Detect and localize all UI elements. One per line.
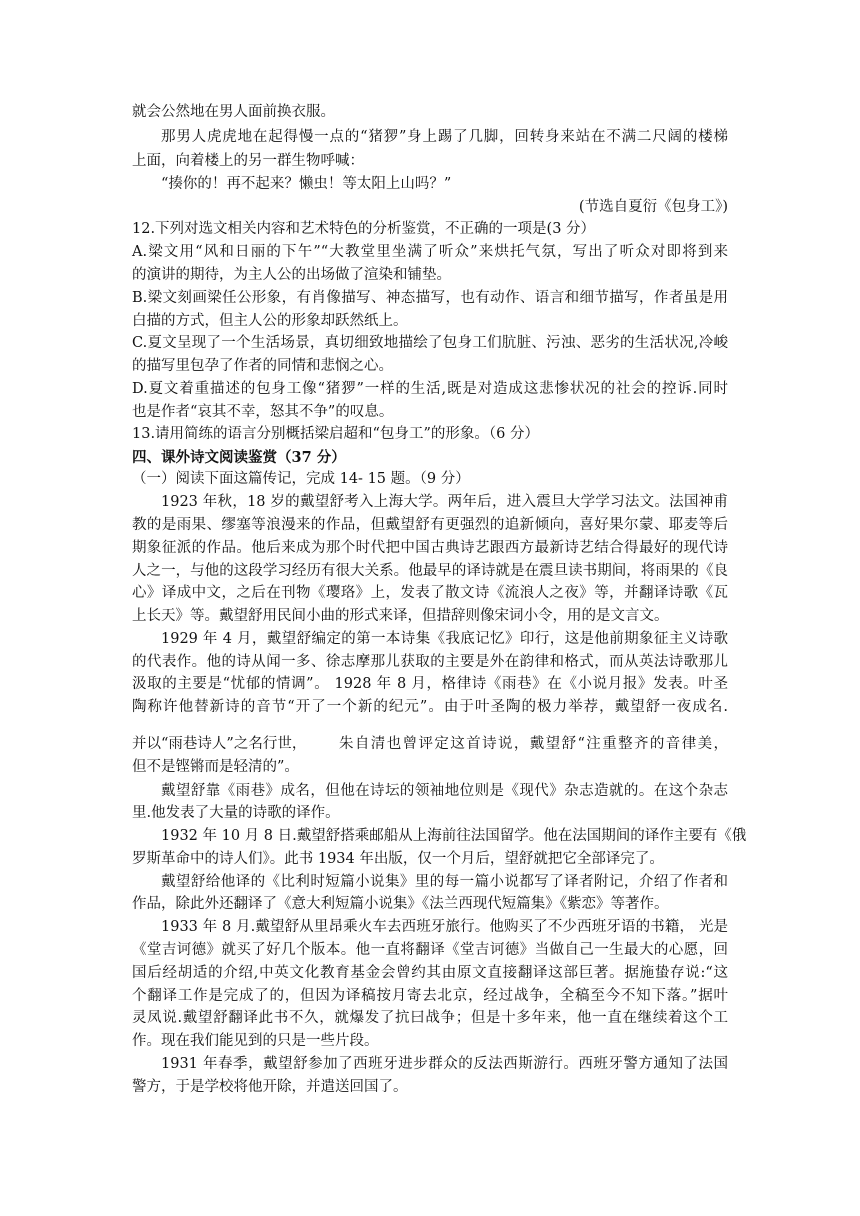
text-line: 上长天》等。戴望舒用民间小曲的形式来译，但措辞则像宋词小令，用的是文言文。: [132, 608, 669, 624]
text-line: 1933 年 8 月.戴望舒从里昂乘火车去西班牙旅行。他购买了不少西班牙语的书籍， 光是: [161, 919, 728, 935]
text-line: 罗斯革命中的诗人们》。此书 1934 年出版，仅一个月后，望舒就把它全部译完了。: [132, 851, 664, 867]
option-c: C.夏文呈现了一个生活场景，真切细致地描绘了包身工们肮脏、污浊、恶劣的生活状况,冷峻: [132, 335, 728, 351]
option-b: B.梁文刻画梁任公形象，有肖像描写、神态描写，也有动作、语言和细节描写，作者虽是用: [132, 290, 728, 306]
text-fragment: 朱自清也曾评定这首诗说，戴望舒“注重整齐的音律美，: [339, 736, 728, 752]
option-d-cont: 也是作者“哀其不幸，怒其不争”的叹息。: [132, 404, 394, 420]
text-line: 灵凤说.戴望舒翻译此书不久，就爆发了抗曰战争；但是十多年来，他一直在继续着这个工: [132, 1010, 728, 1026]
text-line: 的代表作。他的诗从闻一多、徐志摩那儿获取的主要是外在韵律和格式，而从英法诗歌那儿: [132, 654, 728, 670]
text-line: 警方，于是学校将他开除，并遣送回国了。: [132, 1079, 408, 1095]
question-13: 13.请用简练的语言分别概括梁启超和“包身工”的形象。（6 分）: [132, 426, 539, 442]
text-line: 作。现在我们能见到的只是一些片段。: [132, 1033, 379, 1049]
text-line: 陶称许他替新诗的音节“开了一个新的纪元”。由于叶圣陶的极力举荐，戴望舒一夜成名.: [132, 699, 728, 715]
text-line: 戴望舒给他译的《比利时短篇小说集》里的每一篇小说都写了译者附记，介绍了作者和: [161, 874, 728, 890]
section-heading: 四、课外诗文阅读鉴赏（37 分）: [132, 449, 346, 466]
text-line: 作品，除此外还翻译了《意大利短篇小说集》《法兰西现代短篇集》《紫恋》等著作。: [132, 896, 669, 912]
text-line: 心》译成中文，之后在刊物《璎珞》上，发表了散文诗《流浪人之夜》等，并翻译诗歌《瓦: [132, 585, 728, 601]
option-b-cont: 白描的方式，但主人公的形象却跃然纸上。: [132, 313, 408, 329]
text-line: 《堂吉诃德》就买了好几个版本。他一直将翻译《堂吉诃德》当做自己一生最大的心愿，回: [132, 942, 728, 958]
text-line: 人之一，与他的这段学习经历有很大关系。他最早的译诗就是在震旦读书期间，将雨果的《良: [132, 563, 728, 579]
text-line: “揍你的！再不起来？懒虫！等太阳上山吗？”: [161, 176, 452, 192]
option-a-cont: 的演讲的期待，为主人公的出场做了渲染和铺垫。: [132, 267, 451, 283]
text-line: 上面，向着楼上的另一群生物呼喊：: [132, 153, 364, 169]
subsection-heading: （一）阅读下面这篇传记，完成 14- 15 题。（9 分）: [132, 471, 470, 487]
text-line: 里.他发表了大量的诗歌的译作。: [132, 805, 340, 821]
question-12: 12.下列对选文相关内容和艺术特色的分析鉴赏，不正确的一项是(3 分）: [132, 221, 596, 237]
text-line: 1932 年 10 月 8 日.戴望舒搭乘邮船从上海前往法国留学。他在法国期间的译作主要有《俄: [161, 828, 747, 844]
source-citation: (节选自夏衍《包身工》): [578, 199, 728, 215]
text-line: 戴望舒靠《雨巷》成名，但他在诗坛的领袖地位则是《现代》杂志造就的。在这个杂志: [161, 783, 728, 799]
text-line: 1929 年 4 月，戴望舒编定的第一本诗集《我底记忆》印行，这是他前期象征主义诗歌: [161, 631, 728, 647]
text-line: 那男人虎虎地在起得慢一点的“猪猡”身上踢了几脚，回转身来站在不满二尺阔的楼梯: [161, 129, 728, 145]
option-c-cont: 的描写里包孕了作者的同情和悲悯之心。: [132, 358, 393, 374]
option-d: D.夏文着重描述的包身工像“猪猡”一样的生活,既是对造成这悲惨状况的社会的控诉.同时: [132, 381, 728, 397]
text-line: 汲取的主要是“忧郁的情调”。 1928 年 8 月，格律诗《雨巷》在《小说月报》发表。叶圣: [132, 676, 728, 692]
text-line: 个翻译工作是完成了的，但因为译稿按月寄去北京，经过战争，全稿至今不知下落。”据叶: [132, 988, 728, 1004]
text-line: 1931 年春季，戴望舒参加了西班牙进步群众的反法西斯游行。西班牙警方通知了法国: [161, 1056, 728, 1072]
text-line: 但不是铿锵而是轻清的”。: [132, 759, 299, 775]
text-line: 期象征派的作品。他后来成为那个时代把中国古典诗艺跟西方最新诗艺结合得最好的现代诗: [132, 540, 728, 556]
option-a: A.梁文用“风和日丽的下午”“大教堂里坐满了听众”来烘托气氛，写出了听众对即将到来: [132, 244, 728, 260]
text-line: 教的是雨果、缪塞等浪漫来的作品，但戴望舒有更强烈的追新倾向，喜好果尔蒙、耶麦等后: [132, 517, 728, 533]
text-line: 1923 年秋，18 岁的戴望舒考入上海大学。两年后，进入震旦大学学习法文。法国神甫: [161, 494, 728, 510]
text-fragment: 并以“雨巷诗人”之名行世，: [132, 736, 307, 752]
text-line: 就会公然地在男人面前换衣服。: [132, 104, 335, 120]
text-line: 国后经胡适的介绍,中英文化教育基金会曾约其由原文直接翻译这部巨著。据施蛰存说:“这: [132, 965, 728, 981]
